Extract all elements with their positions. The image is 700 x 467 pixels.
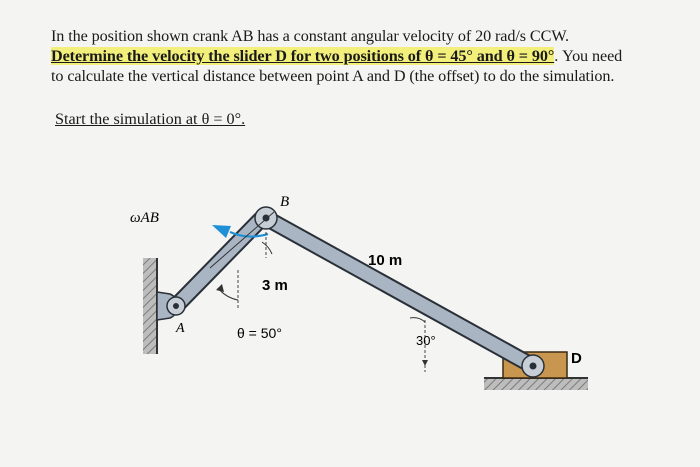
rod-angle-label: 30°	[416, 333, 436, 348]
problem-line-1: In the position shown crank AB has a constant angular velocity of 20 rad/s CCW.	[51, 27, 569, 45]
problem-line-3: to calculate the vertical distance between point A and D (the offset) to do the simulation.	[51, 67, 615, 85]
label-d: D	[571, 350, 582, 367]
label-a: A	[176, 321, 185, 336]
pin-a	[167, 297, 185, 315]
rod-length-label: 10 m	[368, 252, 403, 269]
theta-angle-marker	[216, 270, 238, 310]
omega-ab-label: ωAB	[130, 210, 159, 226]
theta-label: θ = 50°	[237, 325, 282, 341]
connecting-rod-bd	[266, 218, 533, 366]
crank-length-label: 3 m	[262, 277, 288, 294]
problem-line-2-rest: . You need	[554, 47, 623, 65]
label-b: B	[280, 194, 290, 210]
wall-support	[143, 258, 157, 354]
crank-dimension	[210, 212, 274, 268]
highlighted-task: Determine the velocity the slider D for two positions of θ = 45° and θ = 90°	[51, 47, 555, 65]
pin-d	[522, 355, 544, 377]
slider-ground	[484, 378, 588, 390]
start-instruction: Start the simulation at θ = 0°.	[55, 110, 246, 128]
